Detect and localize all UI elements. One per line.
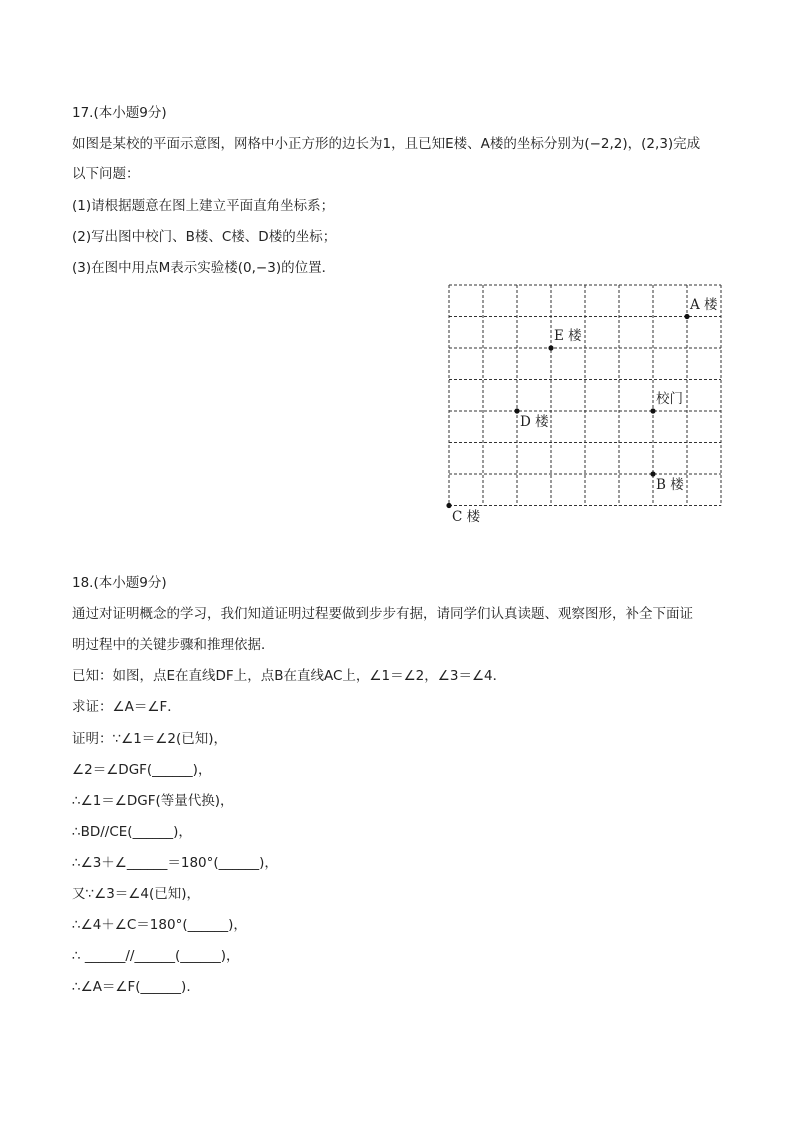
proof-step: ∴BD//CE(______)， bbox=[72, 824, 192, 840]
grid-point-label: D 楼 bbox=[520, 414, 549, 430]
q18-given: 已知：如图，点E在直线DF上，点B在直线AC上，∠1＝∠2，∠3＝∠4． bbox=[72, 668, 507, 684]
grid-point-label: E 楼 bbox=[554, 328, 582, 344]
grid-point-label: B 楼 bbox=[656, 477, 684, 493]
grid-point bbox=[514, 408, 519, 413]
q17-statement-line1: 如图是某校的平面示意图，网格中小正方形的边长为1，且已知E楼、A楼的坐标分别为(−2,2)，(2,3)完成 bbox=[72, 136, 701, 152]
grid-point-label: C 楼 bbox=[452, 508, 481, 525]
proof-step: ∴ ______//______(______)， bbox=[72, 948, 240, 964]
q18-intro-line2: 明过程中的关键步骤和推理依据． bbox=[72, 637, 275, 653]
proof-step: 证明：∵∠1＝∠2(已知)， bbox=[72, 731, 228, 747]
proof-step: ∴∠4＋∠C＝180°(______)， bbox=[72, 917, 247, 933]
q18-prove: 求证：∠A＝∠F． bbox=[72, 699, 181, 715]
grid-point bbox=[548, 345, 553, 350]
proof-step: ∠2＝∠DGF(______)， bbox=[72, 762, 212, 778]
proof-step: ∴∠1＝∠DGF(等量代换)， bbox=[72, 793, 234, 809]
q17-part3: (3)在图中用点M表示实验楼(0,−3)的位置． bbox=[72, 260, 336, 276]
q17-statement-line2: 以下问题： bbox=[72, 166, 140, 182]
q17-part2: (2)写出图中校门、B楼、C楼、D楼的坐标； bbox=[72, 229, 337, 245]
grid-point-label: 校门 bbox=[656, 391, 683, 407]
q18-intro-line1: 通过对证明概念的学习，我们知道证明过程要做到步步有据，请同学们认真读题、观察图形，补全下面证 bbox=[72, 606, 693, 622]
grid-point bbox=[446, 503, 451, 508]
proof-step: ∴∠3＋∠______＝180°(______)， bbox=[72, 855, 278, 871]
q17-part1: (1)请根据题意在图上建立平面直角坐标系； bbox=[72, 198, 335, 214]
proof-step: ∴∠A＝∠F(______). bbox=[72, 979, 191, 995]
grid-point bbox=[650, 471, 655, 476]
grid-point bbox=[684, 314, 689, 319]
q17-header: 17.(本小题9分) bbox=[72, 105, 167, 121]
q18-header: 18.(本小题9分) bbox=[72, 575, 167, 591]
proof-step: 又∵∠3＝∠4(已知)， bbox=[72, 886, 201, 902]
grid-point bbox=[650, 408, 655, 413]
grid-lines bbox=[440, 280, 730, 542]
grid-point-label: A 楼 bbox=[690, 296, 718, 313]
campus-grid-figure bbox=[440, 280, 730, 542]
